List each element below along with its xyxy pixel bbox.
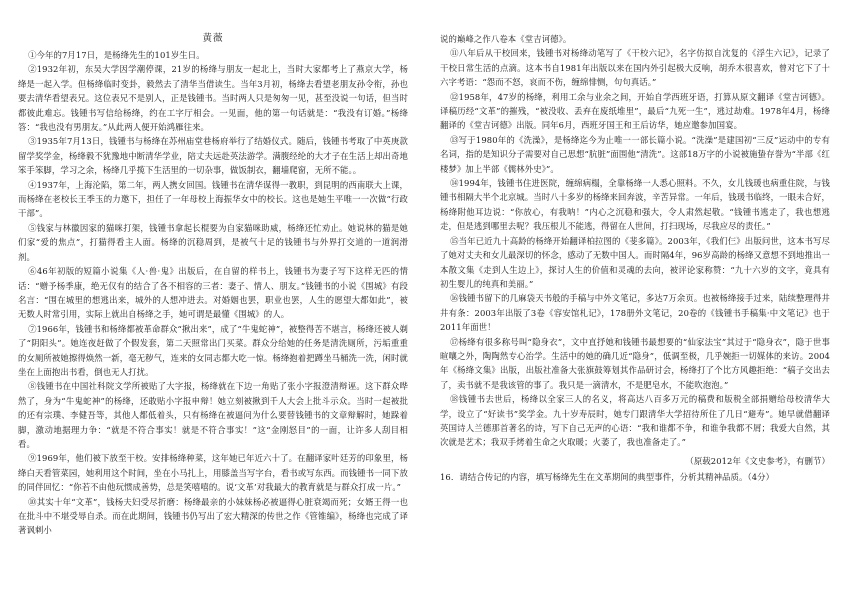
- paragraph-18: ⑱钱锺书去世后，杨绛以全家三人的名义，将高达八百多万元的稿费和版税全部捐赠给母校清华大学，设立了“好读书”奖学金。九十岁寿辰时，她专门跟清华大学招待所住了几日“避寿”。她早就借翻译英国诗人兰德那首著名的诗，写下自己无声的心语：“我和谁都不争，和谁争我都不屑；我爱大自然，其次就是艺术；我双手烤着生命之火取暖；火萎了，我也准备走了。”: [440, 394, 830, 448]
- paragraph-6: ⑥46年初版的短篇小说集《人·兽·鬼》出版后，在自留的样书上，钱锺书为妻子写下这样无匹的情话：“赠予杨季康，绝无仅有的结合了各不相容的三者：妻子、情人、朋友。”钱锺书的小说《围城》有段名言：“围在城里的想逃出来，城外的人想冲进去。对婚姻也罢，职业也罢，人生的愿望大都如此”，被无数人时常引用，实际上就出自杨绛之手，她可谓是最懂《围城》的人。: [18, 266, 408, 320]
- paragraph-4: ④1937年，上海沦陷，第二年，两人携女回国。钱锺书在清华谋得一教职，到昆明的西南联大上课，而杨绛在老校长王季玉的力邀下，担任了一年母校上海振华女中的校长。这也是她生平唯一一次做“行政干部”。: [18, 179, 408, 219]
- paragraph-3: ③1935年7月13日，钱锺书与杨绛在苏州庙堂巷杨府举行了结婚仪式。随后，钱锺书考取了中英庚款留学奖学金，杨绛毅不犹豫地中断清华学业，陪丈夫远赴英法游学。满腹经纶的大才子在生活上却出奇地笨手笨脚，学习之余，杨绛几乎揽下生活里的一切杂事，做饭制衣，翻墙爬窗，无所不能。。: [18, 136, 408, 176]
- right-column: [440, 32, 830, 485]
- paragraph-11: ⑪八年后从干校回来，钱锺书对杨绛动笔写了《干校六记》，名字仿拟自沈复的《浮生六记》，记录了干校日常生活的点滴。这本书自1981年出版以来在国内外引起极大反响，胡乔木很喜欢，曾对它下了十六字考语：“怨而不怒，哀而不伤，缠绵悱恻，句句真话。”: [440, 48, 830, 88]
- paragraph-1: ①今年的7月17日，是杨绛先生的101岁生日。: [28, 50, 205, 60]
- paragraph-16: ⑯钱锺书留下的几麻袋天书般的手稿与中外文笔记，多达7万余页。也被杨绛接手过来，陆续整理得井井有条：2003年出版了3卷《容安馆札记》，178册外文笔记，20卷的《钱锺书手稿集·中文笔记》也于2011年面世！: [440, 293, 830, 333]
- paragraph-13: ⑬写于1980年的《洗澡》，是杨绛迄今为止唯一一部长篇小说。“洗澡”是建国初“三反”运动中的专有名词，指的是知识分子需要对自己思想“肮脏”面围他“清洗”。这部18万字的小说被施蛰存誉为“半部《红楼梦》加上半部《儒林外史》”。: [440, 134, 830, 174]
- paragraph-10: ⑩其实十年“文革”，钱杨夫妇受尽折磨：杨绛最亲的小妹妹杨必被逼得心脏衰竭而死；女婿王得一也在批斗中不堪受辱自杀。而在此期间，钱锺书仍写出了宏大精深的传世之作《管锥编》，杨绛也完成了译著讽刺小: [18, 496, 408, 536]
- paragraph-5: ⑤钱家与林徽因家的猫咪打架，钱锺书拿起长棍要为自家猫咪助威，杨绛还忙劝止。她说林的猫是她们家“爱的焦点”，打猫得看主人面。杨绛的沉稳周到，是被气十足的钱锺书与外界打交道的一道润滑剂。: [18, 222, 408, 262]
- left-column: [18, 32, 408, 538]
- paragraph-14: ⑭1994年，钱锺书住进医院，缠绵病榻，全靠杨绛一人悉心照料。不久，女儿钱瑗也病重住院，与钱锺书相隔大半个北京城。当时八十多岁的杨绛来回奔波，辛苦异常。一年后，钱瑗书临终，一眼未合好，杨绛附他耳边说：“你放心，有我呐！”内心之沉稳和强大，令人肃然起敬。“钱锺书逃走了，我也想逃走，但是逃到哪里去呢？我压根儿不能逃，得留在人世间，打扫现场，尽我应尽的责任。”: [440, 178, 830, 232]
- paragraph-8: ⑧钱锺书在中国社科院文学所被贴了大字报，杨绛就在下边一角贴了张小字报澄清辩诬。这下群众哗然了，身为“牛鬼蛇神”的杨绛，还敢贴小字报申辩！她立刻被揪到千人大会上批斗示众。当时一起被批的还有宗璞、李健吾等，其他人都低着头，只有杨绛在被逼问为什么要替钱锺书的文章辩解时，她跺着脚，激动地据理力争：“就是不符合事实！就是不符合事实！”这“金刚怒目”的一面，让许多人刮目相看。: [18, 381, 408, 449]
- source-note: （原载2012年《文史参考》，有删节）: [685, 455, 830, 466]
- paragraph-7: ⑦1966年，钱锺书和杨绛都被革命群众“揪出来”，成了“牛鬼蛇神”，被整得苦不堪言，杨绛还被人剃了“阴阳头”。她连夜赶做了个假发套，第二天照常出门买菜。群众分给她的任务是清洗厕所，污垢重重的女厕所被她擦得焕然一新，毫无秽气，连来的女同志都大吃一惊。杨绛抱着把蹲坐马桶洗一洗，闲时就坐在上面抱出书看，倒也无人打扰。: [18, 323, 408, 377]
- paragraph-15: ⑮当年已近九十高龄的杨绛开始翻译柏拉图的《斐多篇》。2003年，《我们仨》出版问世，这本书写尽了她对丈夫和女儿最深切的怀念，感动了无数中国人。而时隔4年，96岁高龄的杨绛又意想不到地推出一本散文集《走到人生边上》，探讨人生的价值和灵魂的去向，被评论家称赞：“九十六岁的文字，竟具有初生婴儿的纯真和美丽。”: [440, 235, 830, 289]
- paragraph-10-continued: 说的巅峰之作八卷本《堂吉诃德》。: [440, 34, 572, 44]
- paragraph-17: ⑰杨绛有很多称号叫“隐身衣”，文中直抒她和钱锺书最想要的“仙家法宝”其过于“隐身衣”，隐于世事暄嚷之外，陶陶然专心治学。生活中的她的确几近“隐身”，低调至极，几乎婉拒一切媒体的来访。2004年《杨绛文集》出版，出版社准备大张旗鼓筹划其作品研讨会，杨绛打了个比方风趣拒绝：“稿子交出去了，卖书就不是我该管的事了。我只是一滴清水，不是肥皂水，不能吹泡泡。”: [440, 336, 830, 390]
- paragraph-2: ②1932年初，东吴大学因学潮停课，21岁的杨绛与朋友一起北上，当时大家都考上了燕京大学，杨绛是一起入学。但杨绛临时变卦，毅然去了清华当借读生。当年3月初，杨绛去看望老朋友孙令衔，孙也要去清华看望表兄。这位表兄不是别人，正是钱锺书。当时两人只是匆匆一见，甚至没说一句话，但当时都彼此难忘。钱锺书写信给杨绛，约在工字厅相会。一见面，他的第一句话就是：“我没有订婚。”杨绛答：“我也没有男朋友。”从此两人便开始鸿雁往来。: [18, 64, 408, 133]
- paragraph-9: ⑨1969年，他们被下放至干校。安排杨绛种菜，这年她已年近六十了。在翻译家叶廷芳的印象里，杨绛白天看管菜园，她利用这个时间，坐在小马扎上，用膝盖当写字台，看书或写东西。而钱锺书一同下放的同伴回忆：“你若不由他玩惯成善势，总是笑嘻嘻的。说‘文革’对我最大的教育就是与群众打成一片。”: [18, 453, 408, 493]
- question-16: 16．请结合传记的内容，填写杨绛先生在文革期间的典型事件，分析其精神品质。（4分）: [440, 472, 775, 483]
- article-title: 黄薇: [202, 33, 224, 44]
- paragraph-12: ⑫1958年，47岁的杨绛，利用工余与业余之间，开始自学西班牙语，打算从原文翻译《堂吉诃德》。译稿历经“文革”的摧残，“被没收、丢弃在废纸堆里”，最后“九死一生”，逃过劫难。1978年4月，杨绛翻译的《堂吉诃德》出版。同年6月，西班牙国王和王后访华，她应邀参加国宴。: [440, 91, 830, 131]
